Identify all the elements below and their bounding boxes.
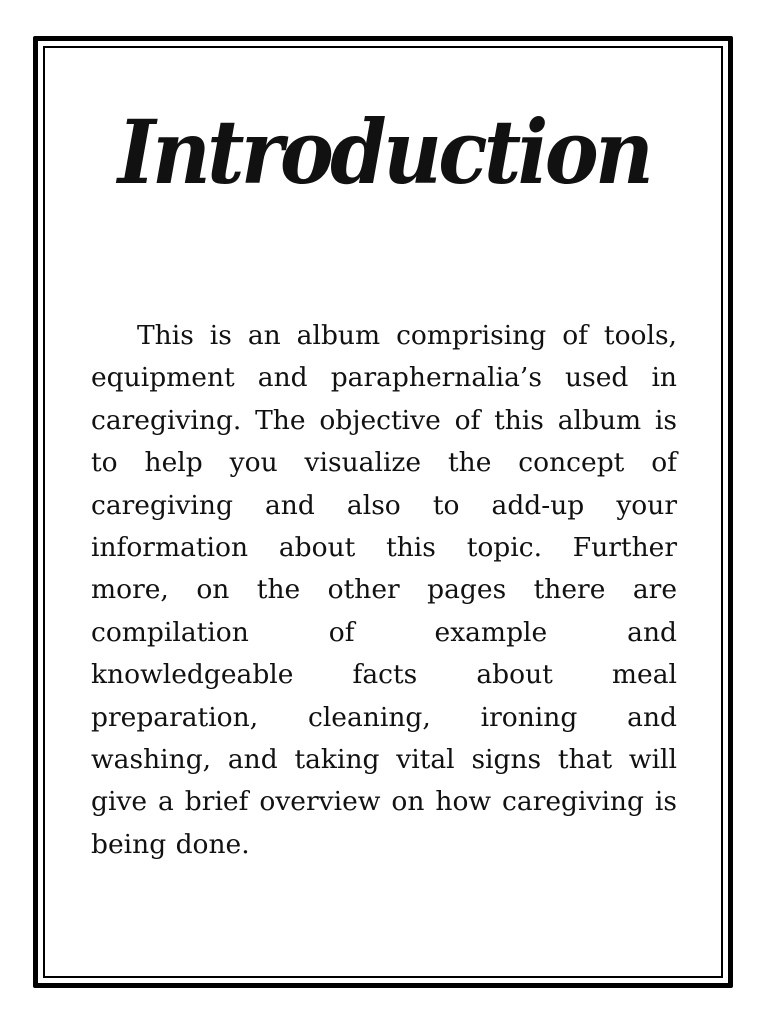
page-title: Introduction [117,100,651,204]
intro-paragraph: This is an album comprising of tools, equipment and paraphernalia’s used in caregiving. The objective of this album is to help you visualize the concept of caregiving and also to add-up your information about this topic. Further more, on the other pages there are compilation of example and knowledgeable facts about meal preparation, cleaning, ironing and washing, and taking vital signs that will give a brief overview on how caregiving is being done. [91,320,677,860]
